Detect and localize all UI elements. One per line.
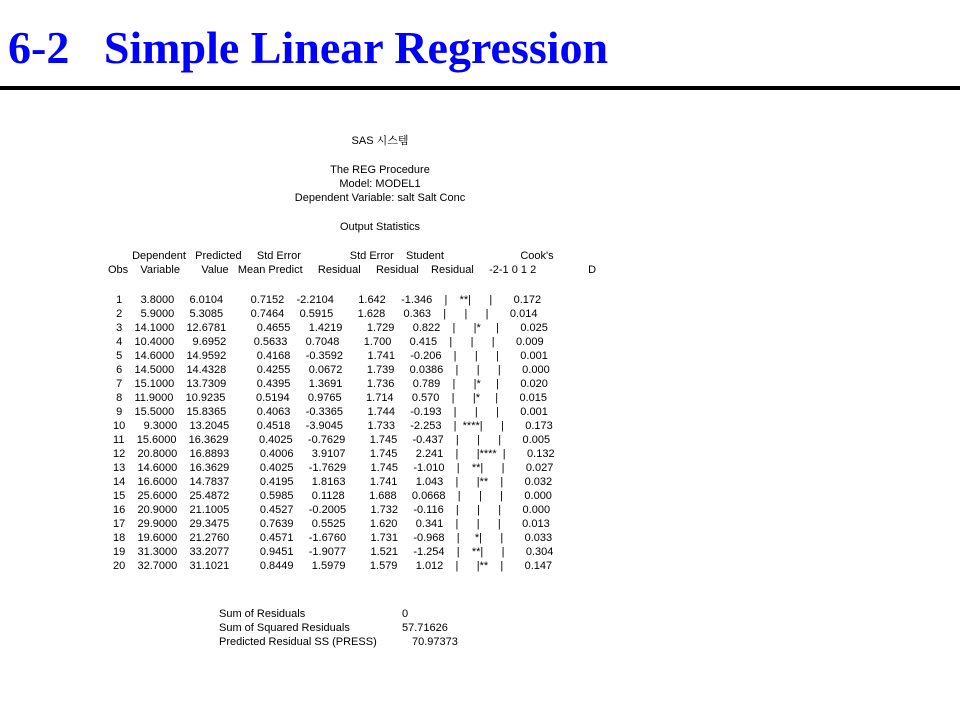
table-row: 17 29.9000 29.3475 0.7639 0.5525 1.620 0.341 | | | 0.013 (110, 518, 550, 530)
summary-value: 57.71626 (402, 622, 448, 634)
table-row: 11 15.6000 16.3629 0.4025 -0.7629 1.745 -0.437 | | | 0.005 (110, 434, 551, 446)
table-header-line2: Obs Variable Value Mean Predict Residual Residual Residual -2-1 0 1 2 D (108, 264, 597, 276)
table-row: 15 25.6000 25.4872 0.5985 0.1128 1.688 0.0668 | | | 0.000 (110, 490, 552, 502)
table-row: 2 5.9000 5.3085 0.7464 0.5915 1.628 0.363 | | | 0.014 (110, 308, 538, 320)
summary-label: Sum of Squared Residuals (219, 622, 350, 634)
table-header-line1: Dependent Predicted Std Error Std Error Student Cook's (126, 250, 554, 262)
table-row: 3 14.1000 12.6781 0.4655 1.4219 1.729 0.822 | |* | 0.025 (110, 322, 548, 334)
table-row: 16 20.9000 21.1005 0.4527 -0.2005 1.732 -0.116 | | | 0.000 (110, 504, 551, 516)
table-row: 5 14.6000 14.9592 0.4168 -0.3592 1.741 -0.206 | | | 0.001 (110, 350, 548, 362)
table-row: 9 15.5000 15.8365 0.4063 -0.3365 1.744 -0.193 | | | 0.001 (110, 406, 548, 418)
summary-value: 0 (402, 608, 409, 620)
table-row: 20 32.7000 31.1021 0.8449 1.5979 1.579 1.012 | |** | 0.147 (110, 560, 553, 572)
slide-title: 6-2 Simple Linear Regression (8, 22, 609, 73)
table-row: 7 15.1000 13.7309 0.4395 1.3691 1.736 0.789 | |* | 0.020 (110, 378, 548, 390)
table-row: 8 11.9000 10.9235 0.5194 0.9765 1.714 0.570 | |* | 0.015 (110, 392, 548, 404)
summary-label: Predicted Residual SS (PRESS) (219, 636, 377, 648)
table-row: 6 14.5000 14.4328 0.4255 0.0672 1.739 0.0386 | | | 0.000 (110, 364, 550, 376)
summary-value: 70.97373 (412, 636, 458, 648)
sas-system-title: SAS 시스템 (351, 135, 409, 147)
dependent-variable: Dependent Variable: salt Salt Conc (294, 192, 466, 204)
summary-label: Sum of Residuals (219, 608, 306, 620)
table-row: 19 31.3000 33.2077 0.9451 -1.9077 1.521 -1.254 | **| | 0.304 (110, 546, 554, 558)
table-row: 18 19.6000 21.2760 0.4571 -1.6760 1.731 -0.968 | *| | 0.033 (110, 532, 553, 544)
table-row: 14 16.6000 14.7837 0.4195 1.8163 1.741 1.043 | |** | 0.032 (110, 476, 553, 488)
table-row: 10 9.3000 13.2045 0.4518 -3.9045 1.733 -2.253 | ****| | 0.173 (110, 420, 553, 432)
output-statistics-title: Output Statistics (339, 221, 421, 233)
table-row: 4 10.4000 9.6952 0.5633 0.7048 1.700 0.415 | | | 0.009 (110, 336, 544, 348)
table-row: 13 14.6000 16.3629 0.4025 -1.7629 1.745 -1.010 | **| | 0.027 (110, 462, 554, 474)
model-name: Model: MODEL1 (339, 178, 421, 190)
table-row: 12 20.8000 16.8893 0.4006 3.9107 1.745 2.241 | |**** | 0.132 (110, 448, 555, 460)
procedure-name: The REG Procedure (330, 164, 430, 176)
table-row: 1 3.8000 6.0104 0.7152 -2.2104 1.642 -1.346 | **| | 0.172 (110, 294, 542, 306)
